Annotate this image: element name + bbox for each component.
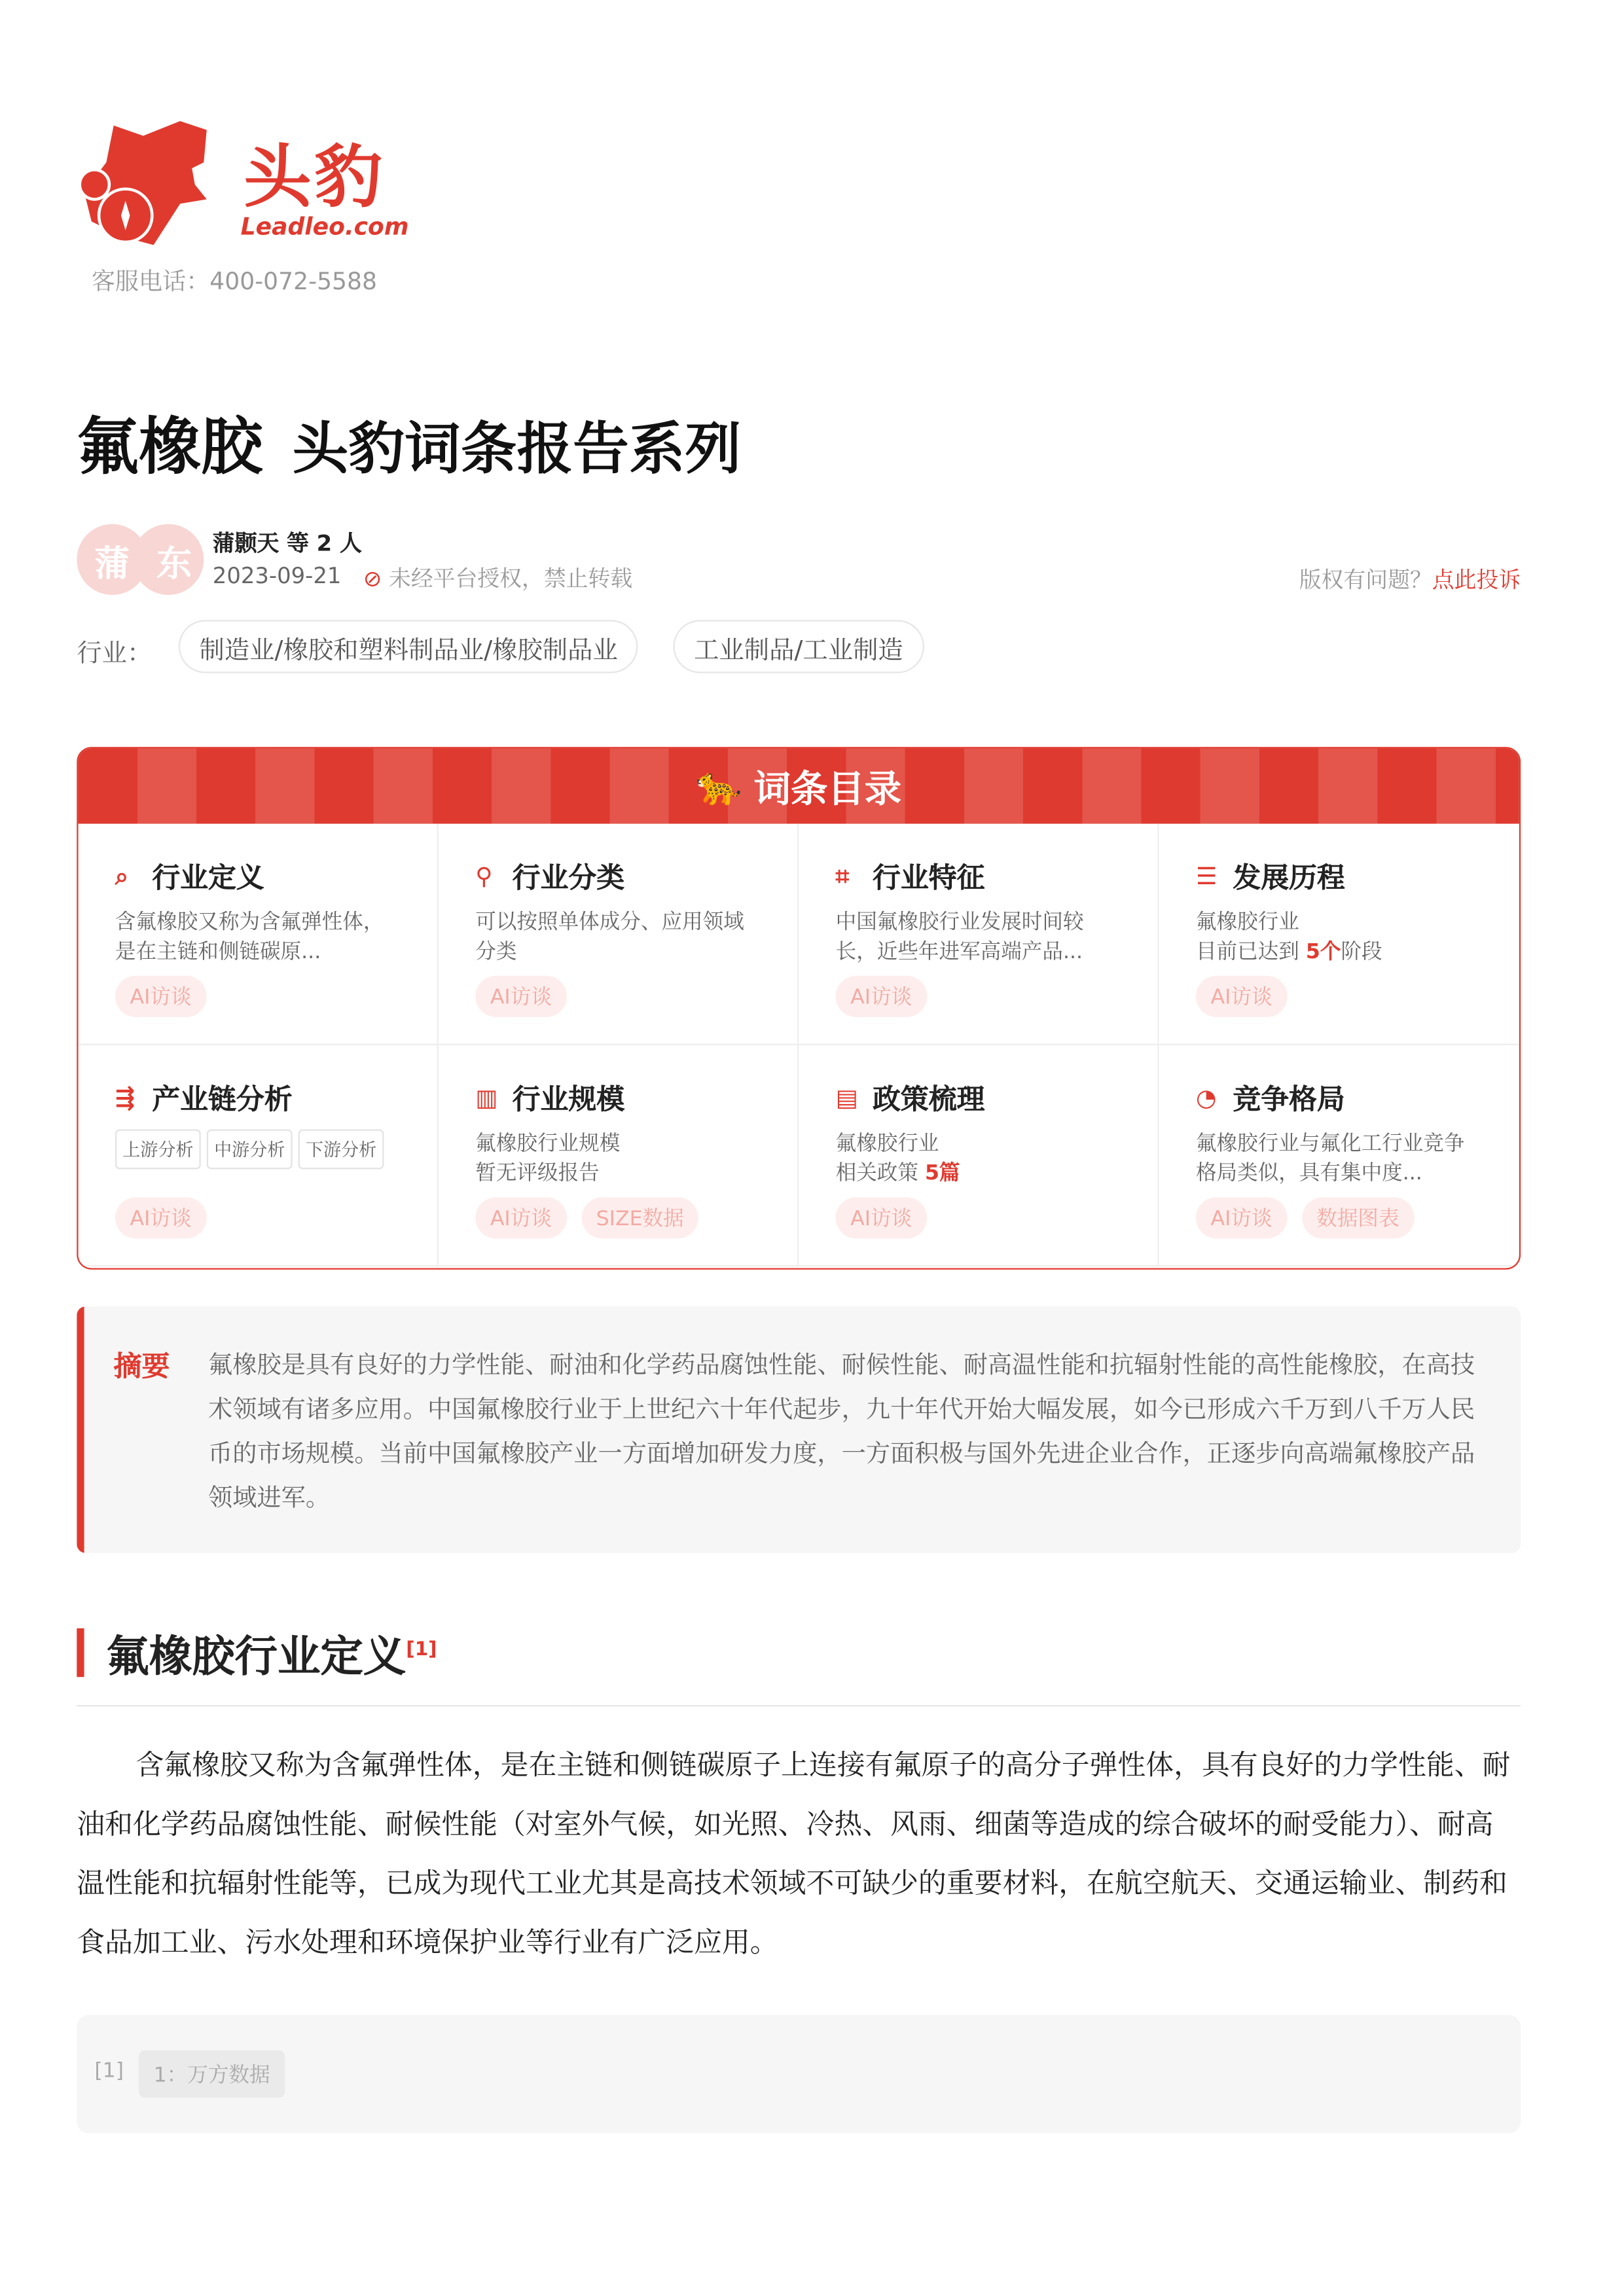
toc-item-desc (1196, 908, 1484, 967)
page-title (77, 399, 741, 487)
desc-text: 阶段 (1341, 940, 1382, 964)
toc-item-competition[interactable] (1159, 1045, 1519, 1266)
section-body: 含氟橡胶又称为含氟弹性体，是在主链和侧链碳原子上连接有氟原子的高分子弹性体，具有良好的力学性能、耐油和化学药品腐蚀性能、耐候性能（对室外气候，如光照、冷热、风雨、细菌等造成的综合破坏的耐受能力）、耐高温性能和抗辐射性能等，已成为现代工业尤其是高技术领域不可缺少的重要材料，在航空航天、交通运输业、制药和食品加工业、污水处理和环境保护业等行业有广泛应用。 (77, 1749, 1511, 1960)
size-data-chip[interactable]: SIZE数据 (581, 1197, 698, 1238)
toc-item-title: 竞争格局 (1233, 1083, 1345, 1117)
toc-item-desc (475, 1129, 763, 1188)
toc-item-policy[interactable] (799, 1045, 1159, 1266)
toc-title: 词条目录 (753, 766, 902, 810)
summary-text: 氟橡胶是具有良好的力学性能、耐油和化学药品腐蚀性能、耐候性能、耐高温性能和抗辐射性能的高性能橡胶，在高技术领域有诸多应用。中国氟橡胶行业于上世纪六十年代起步，九十年代开始大幅发展，如今已形成六千万到八千万人民币的市场规模。当前中国氟橡胶产业一方面增加研发力度，一方面积极与国外先进企业合作，正逐步向高端氟橡胶产品领域进军。 (208, 1350, 1475, 1512)
toc-item-title: 发展历程 (1233, 862, 1345, 895)
chain-icon: ⇶ (115, 1083, 135, 1112)
notice-text: 未经平台授权，禁止转载 (389, 565, 633, 592)
pie-chart-icon: ◔ (1195, 1083, 1217, 1112)
ai-interview-chip[interactable]: AI访谈 (836, 1197, 927, 1238)
chip-icon: ⌗ (835, 861, 849, 889)
ai-interview-chip[interactable]: AI访谈 (475, 1197, 566, 1238)
desc-line: 氟橡胶行业 (835, 1132, 939, 1157)
divider (77, 1705, 1521, 1706)
copyright-question: 版权有问题？ (1299, 567, 1432, 594)
leopard-logo-icon (77, 118, 217, 245)
ai-interview-chip[interactable]: AI访谈 (115, 976, 206, 1017)
toc-item-desc: 氟橡胶行业与氟化工行业竞争格局类似，具有集中度... (1195, 1132, 1465, 1186)
reference-number: [1] (94, 2059, 124, 2083)
title-main: 氟橡胶 (77, 410, 263, 483)
brand-name: 头豹 (244, 137, 386, 217)
toc-panel (77, 747, 1521, 1269)
hierarchy-icon: ⚲ (475, 862, 493, 891)
ai-interview-chip[interactable]: AI访谈 (1196, 976, 1287, 1017)
toc-item-title: 行业规模 (512, 1083, 625, 1117)
reference-item[interactable]: 1：万方数据 (139, 2051, 285, 2098)
industry-tag[interactable]: 制造业/橡胶和塑料制品业/橡胶制品业 (179, 620, 639, 673)
ai-interview-chip[interactable]: AI访谈 (115, 1197, 206, 1238)
stage-count: 5个 (1305, 940, 1341, 964)
authors: 蒲颢天 等 2 人 (212, 529, 362, 557)
toc-item-classification[interactable] (439, 824, 799, 1045)
summary-box (77, 1306, 1521, 1553)
title-sub: 头豹词条报告系列 (292, 416, 742, 482)
copyright-complaint (1299, 564, 1521, 595)
timeline-icon: ☰ (1195, 862, 1218, 891)
toc-item-title: 行业定义 (152, 862, 264, 895)
toc-item-title: 行业分类 (512, 862, 625, 895)
document-icon: ▤ (835, 1083, 858, 1112)
toc-item-desc: 含氟橡胶又称为含氟弹性体，是在主链和侧链碳原... (115, 910, 384, 964)
toc-item-title: 产业链分析 (152, 1083, 293, 1117)
references-box (77, 2015, 1521, 2133)
ai-interview-chip[interactable]: AI访谈 (1196, 1197, 1287, 1238)
search-icon: ⌕ (115, 861, 129, 889)
policy-count: 5篇 (924, 1162, 960, 1186)
complaint-link[interactable]: 点此投诉 (1432, 567, 1521, 594)
desc-text: 目前已达到 (1195, 940, 1306, 964)
reference-marker[interactable]: [1] (406, 1639, 437, 1662)
desc-line: 氟橡胶行业 (1195, 910, 1299, 935)
section-accent-bar (77, 1628, 84, 1677)
brand-url: Leadleo.com (240, 212, 409, 241)
industry-label: 行业： (77, 639, 153, 669)
desc-line: 氟橡胶行业规模 (475, 1132, 621, 1157)
forbidden-icon: ⊘ (363, 565, 382, 592)
toc-item-title: 行业特征 (873, 862, 985, 895)
service-phone: 客服电话：400-072-5588 (91, 267, 377, 296)
avatar: 蒲 (77, 524, 147, 595)
toc-item-value-chain[interactable] (79, 1045, 439, 1266)
desc-text: 相关政策 (835, 1162, 925, 1186)
summary-label: 摘要 (113, 1350, 170, 1384)
publish-date: 2023-09-21 (212, 562, 342, 589)
toc-header (79, 749, 1519, 824)
toc-item-history[interactable] (1159, 824, 1519, 1045)
toc-item-desc: 可以按照单体成分、应用领域分类 (475, 910, 744, 964)
downstream-button[interactable]: 下游分析 (298, 1129, 384, 1169)
ai-interview-chip[interactable]: AI访谈 (836, 976, 927, 1017)
section-title (106, 1624, 437, 1684)
copyright-notice (363, 562, 632, 593)
toc-item-market-size[interactable] (439, 1045, 799, 1266)
toc-item-desc: 中国氟橡胶行业发展时间较长，近些年进军高端产品... (835, 910, 1084, 964)
industry-tag[interactable]: 工业制品/工业制造 (674, 620, 924, 673)
desc-line: 暂无评级报告 (475, 1162, 600, 1186)
upstream-button[interactable]: 上游分析 (115, 1129, 201, 1169)
toc-item-desc (836, 1129, 1124, 1188)
toc-item-definition[interactable] (79, 824, 439, 1045)
toc-item-features[interactable] (799, 824, 1159, 1045)
avatar: 东 (133, 524, 204, 595)
leopard-icon: 🐆 (696, 764, 742, 807)
ai-interview-chip[interactable]: AI访谈 (475, 976, 566, 1017)
bar-chart-icon: ▥ (475, 1083, 498, 1112)
data-chart-chip[interactable]: 数据图表 (1302, 1197, 1414, 1238)
section-title-text: 氟橡胶行业定义 (106, 1631, 406, 1682)
toc-item-title: 政策梳理 (873, 1083, 985, 1117)
midstream-button[interactable]: 中游分析 (207, 1129, 293, 1169)
